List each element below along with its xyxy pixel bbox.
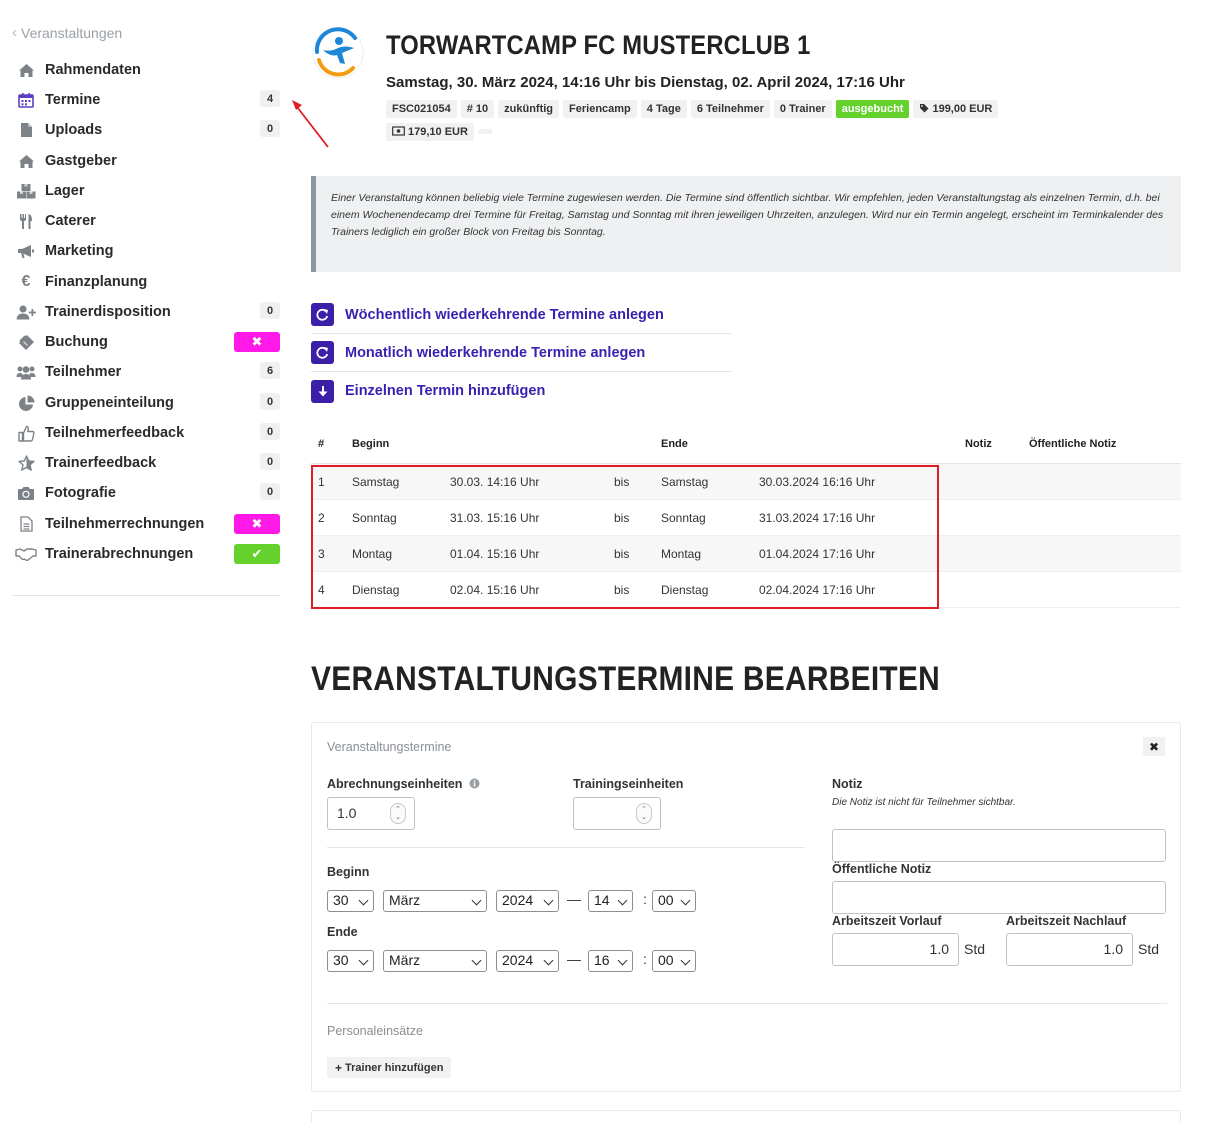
separator: bis (614, 547, 630, 561)
next-panel-edge (311, 1110, 1181, 1122)
sidebar-item-buchung[interactable] (0, 327, 295, 357)
training-units-label: Trainingseinheiten (573, 777, 684, 791)
row-number: 2 (318, 511, 325, 525)
sidebar-item-label: Uploads (45, 122, 103, 138)
table-row[interactable] (311, 500, 1181, 536)
add-trainer-label: Trainer hinzufügen (345, 1061, 444, 1074)
ticket-icon (15, 331, 37, 353)
date-actions (311, 296, 731, 410)
tag-event-code: FSC021054 (386, 100, 457, 118)
stepper-icon[interactable]: ⌃ ⌄ (390, 803, 406, 824)
work-before-label: Arbeitszeit Vorlauf (832, 914, 942, 928)
begin-day: Sonntag (352, 511, 397, 525)
table-header (311, 428, 1181, 464)
add-trainer-button[interactable] (327, 1057, 451, 1078)
billing-units-label-text: Abrechnungseinheiten (327, 777, 463, 791)
chevron-down-icon (472, 956, 482, 966)
time-colon: : (643, 951, 647, 967)
end-day: Dienstag (661, 583, 709, 597)
add-weekly-dates-button[interactable] (311, 296, 731, 334)
action-label: Wöchentlich wiederkehrende Termine anlegen (345, 306, 664, 323)
pie-chart-icon (15, 392, 37, 414)
column-header-public-note: Öffentliche Notiz (1029, 438, 1117, 450)
sidebar-item-label: Lager (45, 183, 85, 199)
sidebar-item-label: Rahmendaten (45, 62, 141, 78)
sidebar-item-termine[interactable] (0, 85, 295, 115)
public-note-input[interactable] (832, 881, 1166, 914)
price-tag-icon (919, 103, 929, 116)
sidebar-item-label: Gruppeneinteilung (45, 395, 174, 411)
price-reduced-value: 179,10 EUR (408, 126, 468, 138)
sidebar-item-trainerdisposition[interactable] (0, 297, 295, 327)
sidebar-item-gruppeneinteilung[interactable] (0, 388, 295, 418)
sidebar-item-gastgeber[interactable] (0, 146, 295, 176)
column-header-end: Ende (661, 438, 688, 450)
event-date-range: Samstag, 30. März 2024, 14:16 Uhr bis Dienstag, 02. April 2024, 17:16 Uhr (386, 74, 905, 91)
tag-booked-out: ausgebucht (836, 100, 910, 118)
begin-time: 31.03. 15:16 Uhr (450, 511, 540, 525)
chevron-down-icon (359, 896, 369, 906)
row-number: 4 (318, 583, 325, 597)
panel-title: Veranstaltungstermine (327, 740, 452, 754)
money-bill-icon (392, 126, 405, 139)
home-icon (15, 59, 37, 81)
end-month-select[interactable] (383, 950, 487, 972)
tag-category: Feriencamp (563, 100, 637, 118)
public-note-label: Öffentliche Notiz (832, 862, 932, 876)
table-row[interactable] (311, 536, 1181, 572)
section-title: VERANSTALTUNGSTERMINE BEARBEITEN (311, 660, 941, 698)
sidebar-item-label: Termine (45, 92, 101, 108)
sidebar-item-label: Marketing (45, 243, 114, 259)
arrow-down-icon (311, 380, 334, 403)
sidebar-item-fotografie[interactable] (0, 478, 295, 508)
begin-day: Dienstag (352, 583, 400, 597)
sidebar-item-label: Trainerfeedback (45, 455, 157, 471)
sidebar-item-marketing[interactable] (0, 236, 295, 266)
selected-value: 30 (333, 892, 349, 908)
status-badge-ok: ✔ (234, 544, 280, 564)
range-dash: — (567, 951, 581, 967)
sidebar-item-trainerfeedback[interactable] (0, 448, 295, 478)
chevron-down-icon (618, 896, 628, 906)
begin-hour-select[interactable] (588, 890, 633, 912)
back-link-label: Veranstaltungen (21, 24, 123, 41)
end-day: Samstag (661, 475, 709, 489)
training-units-input[interactable] (573, 797, 661, 830)
selected-value: 00 (658, 952, 674, 968)
sidebar-item-lager[interactable] (0, 176, 295, 206)
sidebar-item-label: Finanzplanung (45, 274, 148, 290)
row-number: 3 (318, 547, 325, 561)
work-after-input[interactable]: 1.0 (1006, 933, 1133, 966)
end-time: 31.03.2024 17:16 Uhr (759, 511, 876, 525)
tag-trainers: 0 Trainer (774, 100, 832, 118)
sidebar-item-teilnehmerfeedback[interactable] (0, 418, 295, 448)
action-label: Einzelnen Termin hinzufügen (345, 383, 546, 399)
count-badge: 4 (260, 90, 280, 107)
end-year-select[interactable] (496, 950, 559, 972)
count-badge: 6 (260, 362, 280, 379)
count-badge: 0 (260, 423, 280, 440)
tag-empty (478, 129, 492, 134)
user-plus-icon (15, 301, 37, 323)
event-tags (386, 100, 1046, 141)
note-input[interactable] (832, 829, 1166, 862)
sidebar-item-label: Teilnehmerfeedback (45, 425, 185, 441)
note-label: Notiz (832, 777, 863, 791)
file-icon (15, 119, 37, 141)
edit-dates-panel (311, 722, 1181, 1092)
count-badge: 0 (260, 453, 280, 470)
selected-value: 30 (333, 952, 349, 968)
sidebar-item-label: Gastgeber (45, 153, 117, 169)
calendar-icon (15, 89, 37, 111)
annotation-arrow (285, 90, 335, 152)
time-colon: : (643, 891, 647, 907)
unit-label: Std (964, 941, 986, 957)
separator: bis (614, 511, 630, 525)
selected-value: 00 (658, 892, 674, 908)
selected-value: März (389, 952, 421, 968)
tag-price (913, 100, 998, 118)
end-time: 01.04.2024 17:16 Uhr (759, 547, 876, 561)
selected-value: 2024 (502, 952, 534, 968)
boxes-icon (15, 180, 37, 202)
repeat-icon (311, 303, 334, 326)
back-link[interactable] (12, 24, 122, 41)
divider (327, 1003, 1167, 1004)
tag-price-reduced (386, 123, 474, 141)
camera-icon (15, 482, 37, 504)
begin-year-select[interactable] (496, 890, 559, 912)
users-icon (15, 361, 37, 383)
selected-value: 2024 (502, 892, 534, 908)
range-dash: — (567, 891, 581, 907)
unit-label: Std (1138, 941, 1160, 957)
separator: bis (614, 475, 630, 489)
count-badge: 0 (260, 483, 280, 500)
status-badge-error: ✖ (234, 332, 280, 352)
begin-month-select[interactable] (383, 890, 487, 912)
billing-units-label (327, 777, 480, 792)
end-time: 02.04.2024 17:16 Uhr (759, 583, 876, 597)
info-icon[interactable] (469, 778, 480, 792)
tag-days: 4 Tage (641, 100, 687, 118)
tag-status: zukünftig (498, 100, 559, 118)
sidebar-item-teilnehmerrechnungen[interactable] (0, 509, 295, 539)
note-hint: Die Notiz ist nicht für Teilnehmer sichtbar. (832, 797, 1016, 808)
status-badge-error: ✖ (234, 514, 280, 534)
add-monthly-dates-button[interactable] (311, 334, 731, 372)
sidebar-item-teilnehmer[interactable] (0, 357, 295, 387)
chevron-down-icon (681, 896, 691, 906)
work-after-label: Arbeitszeit Nachlauf (1006, 914, 1127, 928)
end-time: 30.03.2024 16:16 Uhr (759, 475, 876, 489)
bullhorn-icon (15, 240, 37, 262)
dates-table (311, 428, 1181, 608)
info-box: Einer Veranstaltung können beliebig viele Termine zugewiesen werden. Die Termine sind öffentlich sichtbar. Wir empfehlen, jeden Veranstaltungstag als einzelnen Termin, d.h. bei einem Wochenendecamp drei Termine für Freitag, Samstag und Sonntag mit ihren jeweiligen Uhrzeiten, anzulegen. Wird nur ein Termin angelegt, erscheint im Terminkalender des Trainers lediglich ein großer Block von Freitag bis Sonntag. (311, 176, 1181, 272)
sidebar-item-label: Teilnehmer (45, 364, 122, 380)
sidebar-item-caterer[interactable] (0, 206, 295, 236)
begin-day: Montag (352, 547, 393, 561)
separator: bis (614, 583, 630, 597)
sidebar-item-label: Trainerabrechnungen (45, 546, 194, 562)
end-hour-select[interactable] (588, 950, 633, 972)
end-day: Montag (661, 547, 702, 561)
begin-label: Beginn (327, 865, 370, 879)
begin-time: 02.04. 15:16 Uhr (450, 583, 540, 597)
end-label: Ende (327, 925, 358, 939)
close-button[interactable]: ✖ (1143, 737, 1165, 756)
tag-participants: 6 Teilnehmer (691, 100, 770, 118)
sidebar-item-label: Teilnehmerrechnungen (45, 516, 205, 532)
column-header-begin: Beginn (352, 438, 390, 450)
star-icon (15, 452, 37, 474)
divider (327, 847, 805, 848)
price-value: 199,00 EUR (932, 103, 993, 115)
sidebar-item-finanzplanung[interactable] (0, 267, 295, 297)
handshake-icon (15, 543, 37, 565)
page-title: TORWARTCAMP FC MUSTERCLUB 1 (386, 30, 811, 60)
utensils-icon (15, 210, 37, 232)
euro-icon: € (21, 273, 31, 290)
club-logo (311, 26, 365, 80)
sidebar-item-trainerabrechnungen[interactable] (0, 539, 295, 569)
chevron-left-icon: ‹ (12, 24, 17, 41)
billing-units-value: 1.0 (337, 805, 357, 821)
add-single-date-button[interactable] (311, 372, 731, 410)
sidebar-item-label: Trainerdisposition (45, 304, 171, 320)
chevron-down-icon (544, 896, 554, 906)
count-badge: 0 (260, 393, 280, 410)
sidebar-item-label: Fotografie (45, 485, 116, 501)
column-header-number: # (318, 438, 325, 450)
stepper-icon[interactable]: ⌃ ⌄ (636, 803, 652, 824)
sidebar-item-rahmendaten[interactable] (0, 55, 295, 85)
staff-section-title: Personaleinsätze (327, 1024, 423, 1038)
end-day-select[interactable] (327, 950, 374, 972)
selected-value: März (389, 892, 421, 908)
thumbs-up-icon (15, 422, 37, 444)
selected-value: 14 (594, 892, 610, 908)
count-badge: 0 (260, 120, 280, 137)
begin-minute-select[interactable] (652, 890, 696, 912)
chevron-down-icon (681, 956, 691, 966)
begin-day-select[interactable] (327, 890, 374, 912)
row-number: 1 (318, 475, 325, 489)
sidebar-item-uploads[interactable] (0, 115, 295, 145)
column-header-note: Notiz (965, 438, 992, 450)
plus-icon: + (335, 1060, 343, 1075)
repeat-icon (311, 341, 334, 364)
chevron-down-icon (359, 956, 369, 966)
begin-time: 30.03. 14:16 Uhr (450, 475, 540, 489)
work-before-input[interactable]: 1.0 (832, 933, 959, 966)
sidebar-item-label: Caterer (45, 213, 96, 229)
billing-units-input[interactable] (327, 797, 415, 830)
table-row[interactable] (311, 572, 1181, 608)
sidebar-item-label: Buchung (45, 334, 108, 350)
tag-event-number: # 10 (461, 100, 494, 118)
action-label: Monatlich wiederkehrende Termine anlegen (345, 344, 646, 361)
chevron-down-icon (472, 896, 482, 906)
file-text-icon (15, 513, 37, 535)
count-badge: 0 (260, 302, 280, 319)
selected-value: 16 (594, 952, 610, 968)
chevron-down-icon (544, 956, 554, 966)
sidebar-divider (12, 595, 280, 596)
begin-day: Samstag (352, 475, 400, 489)
chevron-down-icon (618, 956, 628, 966)
begin-time: 01.04. 15:16 Uhr (450, 547, 540, 561)
end-day: Sonntag (661, 511, 706, 525)
end-minute-select[interactable] (652, 950, 696, 972)
home-icon (15, 150, 37, 172)
table-row[interactable] (311, 464, 1181, 500)
